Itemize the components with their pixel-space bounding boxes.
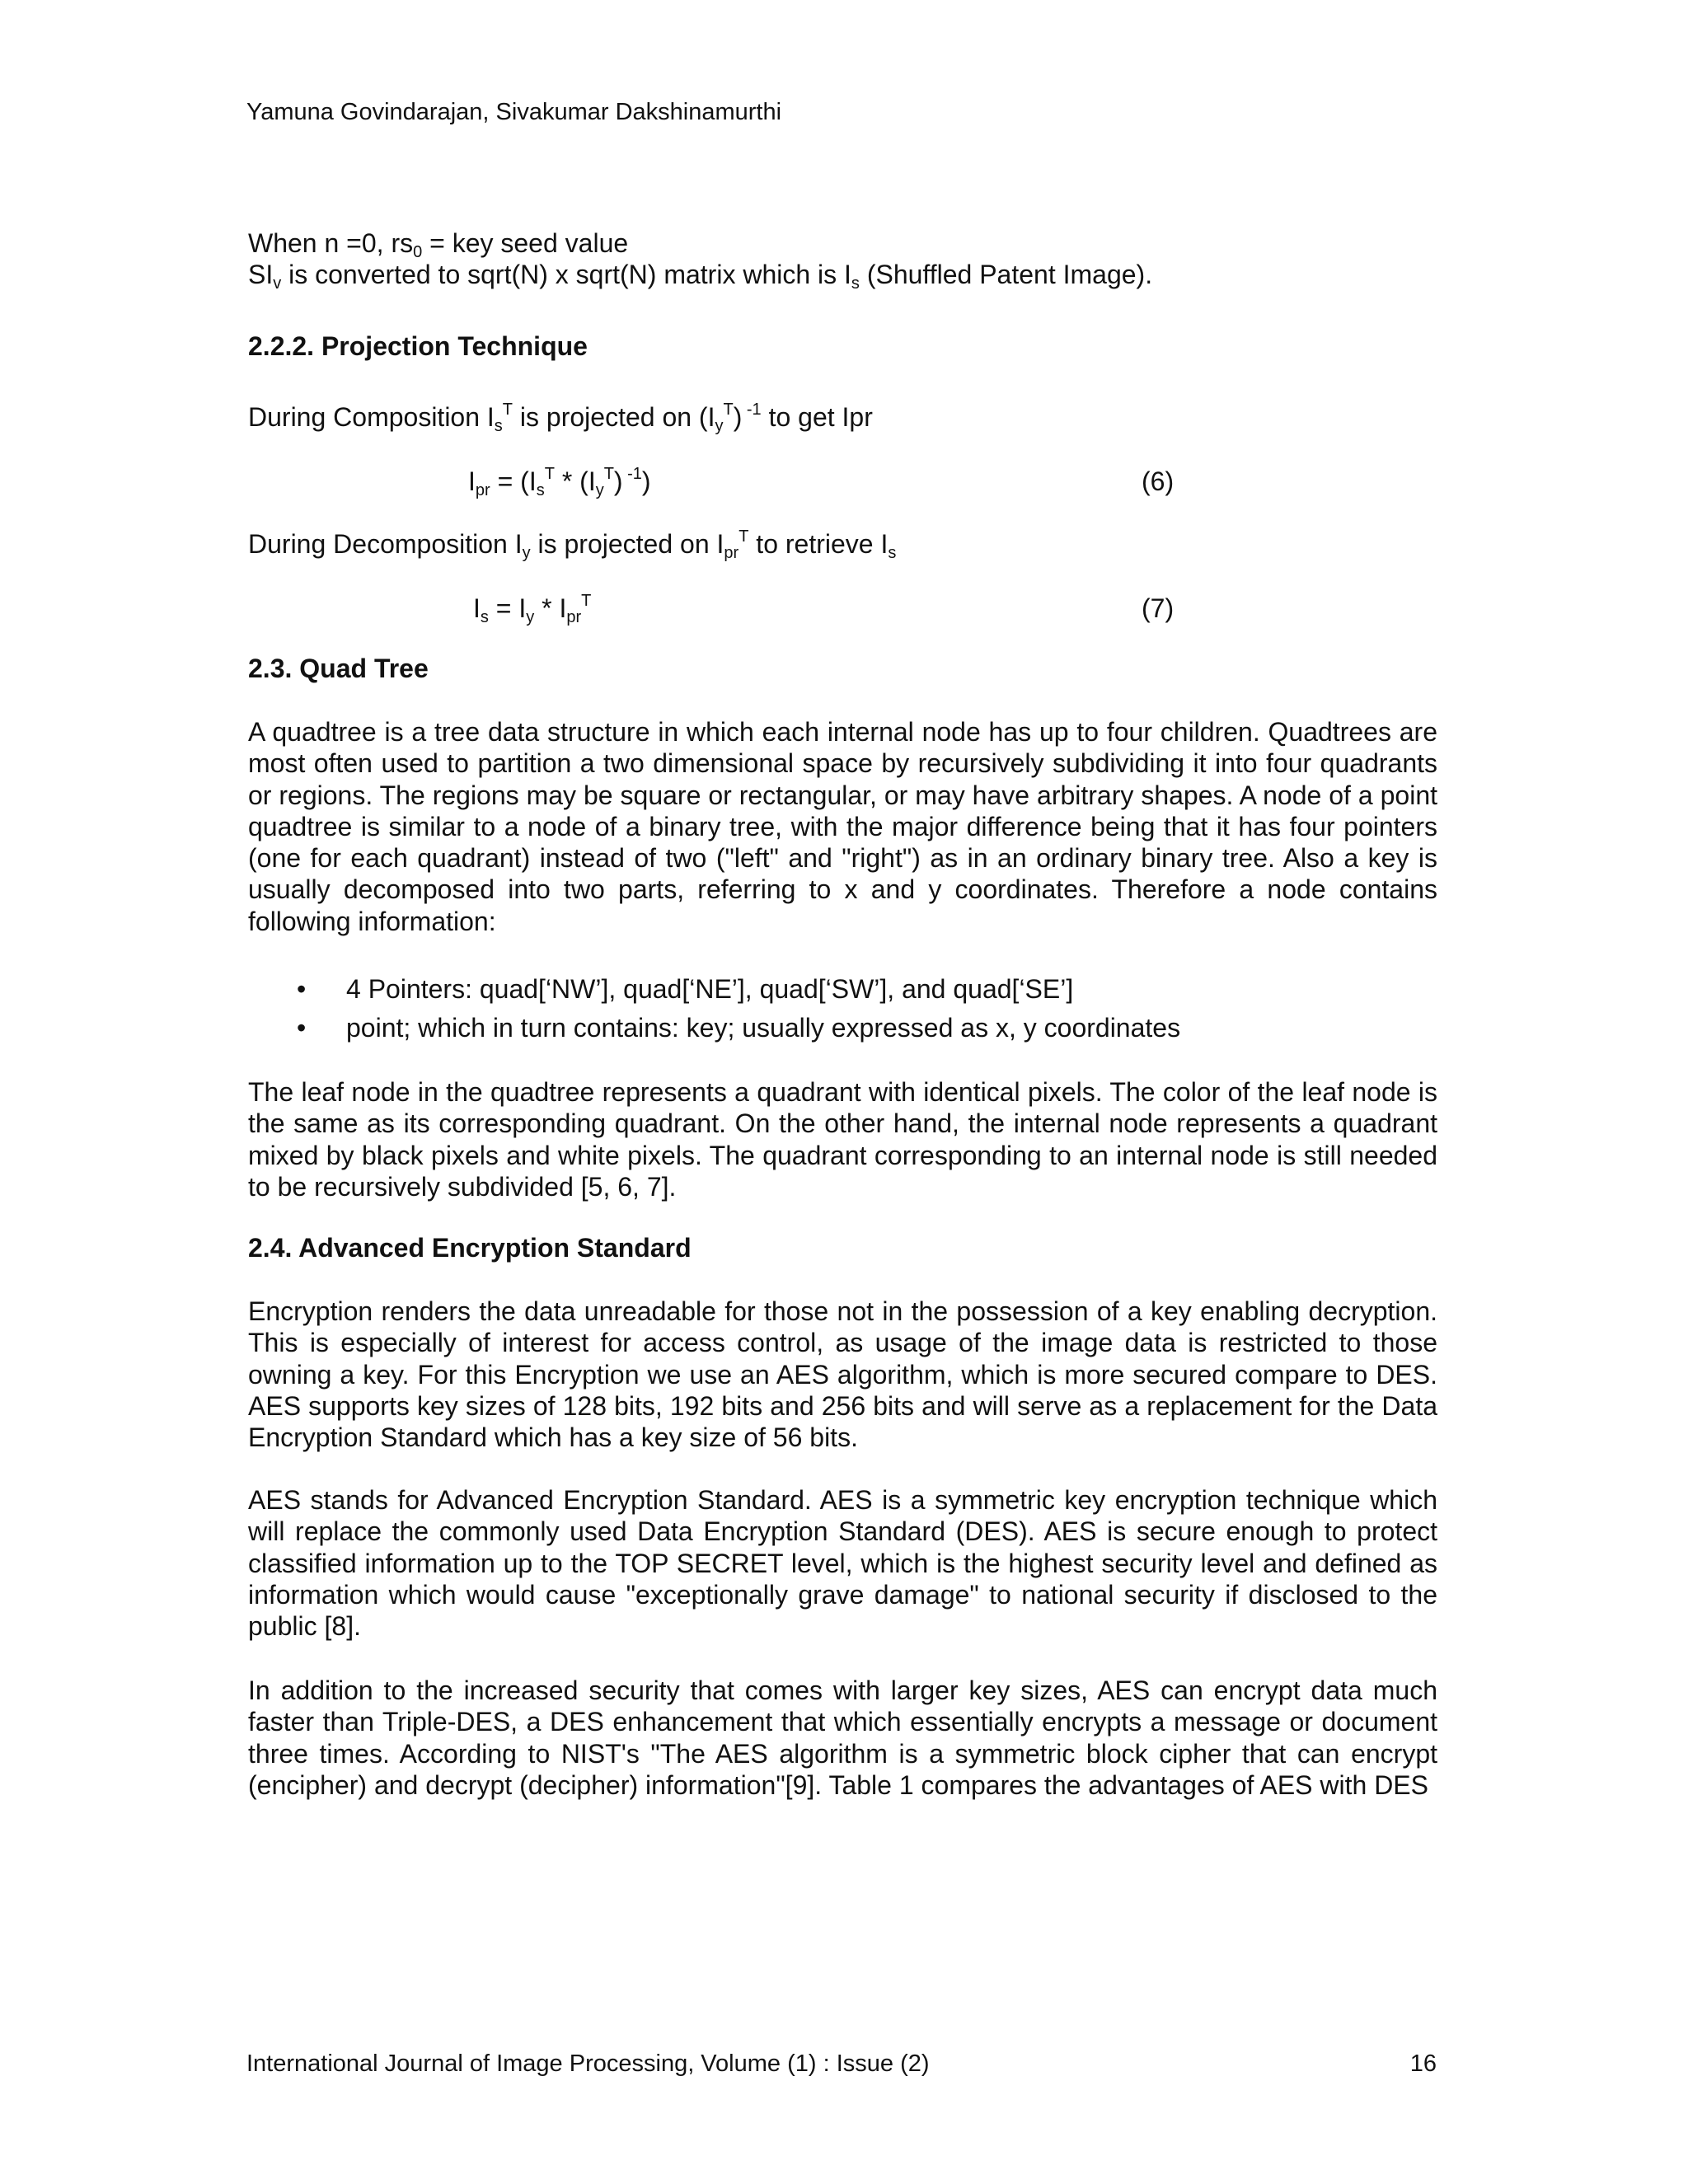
section-heading-aes: 2.4. Advanced Encryption Standard (248, 1233, 692, 1263)
equation-6-number: (6) (1142, 466, 1175, 496)
page-number: 16 (1409, 2050, 1437, 2077)
intro-line-seed: When n =0, $rs_0$ = key seed value (248, 228, 629, 261)
section-heading-projection: 2.2.2. Projection Technique (248, 331, 588, 361)
aes-paragraph-2: AES stands for Advanced Encryption Standard. AES is a symmetric key encryption technique which will replace the commonly used Data Encryption Standard (DES). AES is secure enough to protect classified information up to the TOP SECRET level, which is the highest security level and defined as information which would cause "exceptionally grave damage" to national security if disclosed to the public [8]. (248, 1485, 1437, 1642)
equation-7: $I_s = I_y * I_{pr}^T$ (473, 592, 592, 626)
aes-paragraph-1: Encryption renders the data unreadable for those not in the possession of a key enabling decryption. This is especially of interest for access control, as usage of the image data is restricted to those owning a key. For this Encryption we use an AES algorithm, which is more secured compare to DES. AES supports key sizes of 128 bits, 192 bits and 256 bits and will serve as a replacement for the Data Encryption Standard which has a key size of 56 bits. (248, 1296, 1437, 1453)
running-header-authors: Yamuna Govindarajan, Sivakumar Dakshinamurthi (246, 99, 782, 125)
intro-line-matrix: $SI_v$ is converted to sqrt(N) x sqrt(N) matrix which is $I_s$ (Shuffled Patent Image). (248, 260, 1153, 293)
quadtree-paragraph-2: The leaf node in the quadtree represents a quadrant with identical pixels. The color of the leaf node is the same as its corresponding quadrant. On the other hand, the internal node represents a quadrant mixed by black pixels and white pixels. The quadrant corresponding to an internal node is still needed to be recursively subdivided [5, 6, 7]. (248, 1077, 1437, 1202)
decomposition-sentence: During Decomposition $I_y$ is projected on $I_{pr}^T$ to retrieve $I_s$ (248, 527, 897, 562)
equation-7-number: (7) (1142, 593, 1175, 623)
footer-journal: International Journal of Image Processing, Volume (1) : Issue (2) (246, 2050, 930, 2077)
list-item: point; which in turn contains: key; usually expressed as x, y coordinates (346, 1013, 1181, 1043)
quadtree-paragraph-1: A quadtree is a tree data structure in which each internal node has up to four children. Quadtrees are most often used to partition a two dimensional space by recursively subdividing it into four quadrants or regions. The regions may be square or rectangular, or may have arbitrary shapes. A node of a point quadtree is similar to a node of a binary tree, with the major difference being that it has four pointers (one for each quadrant) instead of two ("left" and "right") as in an ordinary binary tree. Also a key is usually decomposed into two parts, referring to x and y coordinates. Therefore a node contains following information: (248, 717, 1437, 936)
aes-paragraph-3: In addition to the increased security that comes with larger key sizes, AES can encrypt data much faster than Triple-DES, a DES enhancement that which essentially encrypts a message or document three times. According to NIST's "The AES algorithm is a symmetric block cipher that can encrypt (encipher) and decrypt (decipher) information"[9]. Table 1 compares the advantages of AES with DES (248, 1675, 1437, 1800)
list-item: 4 Pointers: quad[‘NW’], quad[‘NE’], quad[‘SW’], and quad[‘SE’] (346, 974, 1074, 1004)
bullet-icon: • (297, 974, 307, 1004)
section-heading-quad-tree: 2.3. Quad Tree (248, 654, 429, 683)
composition-sentence: During Composition $I_s^T$ is projected on $(I_y^T)$ $^{-1}$ to get Ipr (248, 401, 873, 435)
equation-6: $I_{pr} = (I_s^T * (I_y^T)$ $^{-1}$) (468, 465, 651, 499)
bullet-icon: • (297, 1013, 307, 1043)
